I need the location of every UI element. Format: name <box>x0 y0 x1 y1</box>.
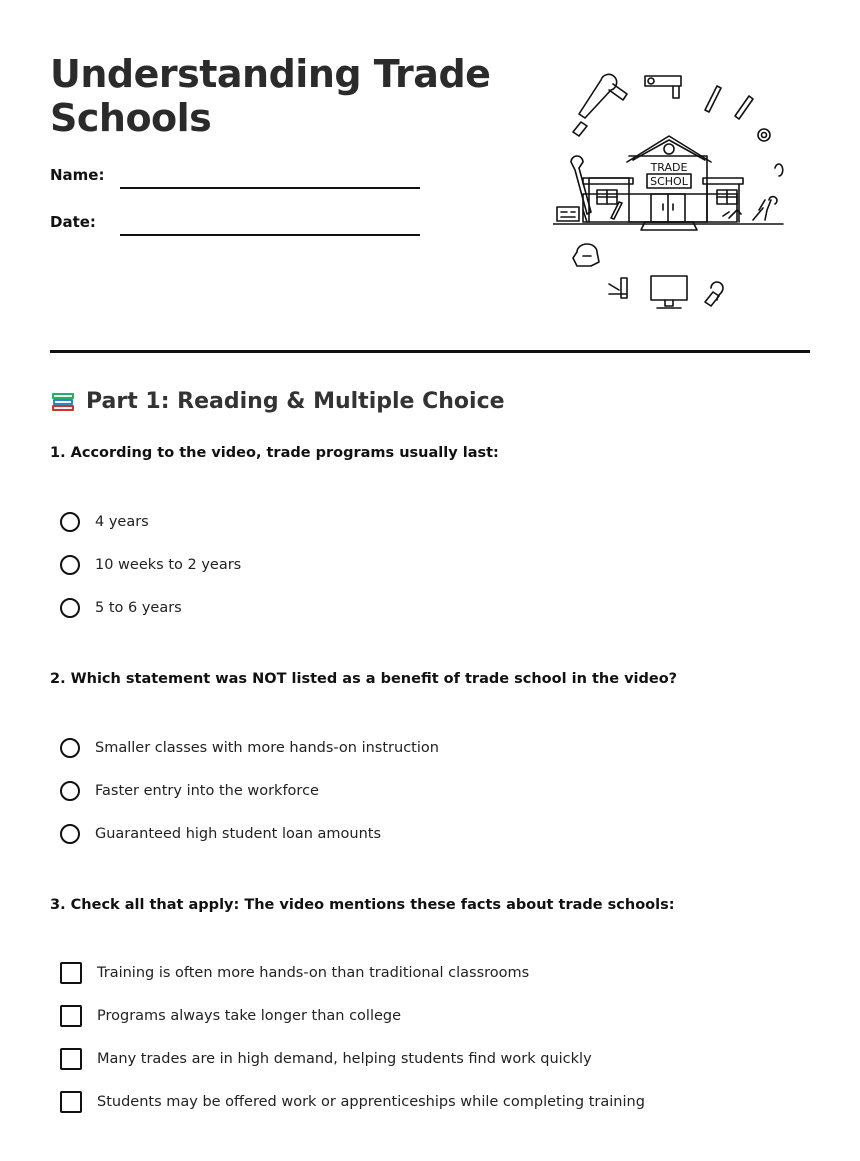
name-label: Name: <box>50 166 105 184</box>
date-field <box>50 213 430 243</box>
q3-option-2[interactable] <box>60 1003 401 1029</box>
option-label: Smaller classes with more hands-on instruction <box>95 740 439 756</box>
option-label: 10 weeks to 2 years <box>95 557 242 573</box>
q3-option-1[interactable] <box>60 960 529 986</box>
soldering-iron-icon <box>705 282 723 306</box>
option-label: Many trades are in high demand, helping students find work quickly <box>97 1051 592 1067</box>
radio-button[interactable] <box>60 555 80 575</box>
question-3: 3. Check all that apply: The video mentions these facts about trade schools: <box>50 897 675 913</box>
option-label: Students may be offered work or apprenticeships while completing training <box>97 1094 645 1110</box>
name-field <box>50 166 430 196</box>
radio-button[interactable] <box>60 598 80 618</box>
glove-icon <box>573 244 599 266</box>
books-icon <box>50 388 76 414</box>
clamp-icon <box>609 278 627 298</box>
option-label: Guaranteed high student loan amounts <box>95 826 382 842</box>
trade-school-illustration <box>553 70 793 315</box>
part1-heading <box>50 388 505 414</box>
date-input-line[interactable] <box>120 234 420 236</box>
checkbox[interactable] <box>60 962 82 984</box>
wrench-icon <box>573 74 627 136</box>
pencil-icon <box>705 86 753 119</box>
checkbox[interactable] <box>60 1048 82 1070</box>
sign-line1: TRADE <box>650 161 688 174</box>
q1-option-3[interactable] <box>60 595 182 621</box>
q1-option-2[interactable] <box>60 552 241 578</box>
radio-button[interactable] <box>60 781 80 801</box>
nut-icon <box>758 129 783 176</box>
monitor-icon <box>651 276 687 308</box>
question-1: 1. According to the video, trade programs usually last: <box>50 445 499 461</box>
radio-button[interactable] <box>60 824 80 844</box>
checkbox[interactable] <box>60 1091 82 1113</box>
date-label: Date: <box>50 213 96 231</box>
radio-button[interactable] <box>60 512 80 532</box>
header-divider <box>50 350 810 353</box>
question-2: 2. Which statement was NOT listed as a benefit of trade school in the video? <box>50 671 678 687</box>
hammer-icon <box>645 76 681 98</box>
q2-option-1[interactable] <box>60 735 439 761</box>
worksheet-title: Understanding Trade Schools <box>50 52 491 140</box>
pliers-icon <box>723 197 777 220</box>
option-label: Programs always take longer than college <box>97 1008 402 1024</box>
q2-option-3[interactable] <box>60 821 381 847</box>
sign-line2: SCHOL <box>650 175 688 188</box>
checkbox[interactable] <box>60 1005 82 1027</box>
option-label: 5 to 6 years <box>95 600 182 616</box>
part1-heading-text: Part 1: Reading & Multiple Choice <box>86 388 505 414</box>
name-input-line[interactable] <box>120 187 420 189</box>
option-label: 4 years <box>95 514 149 530</box>
q3-option-3[interactable] <box>60 1046 592 1072</box>
option-label: Faster entry into the workforce <box>95 783 319 799</box>
radio-button[interactable] <box>60 738 80 758</box>
option-label: Training is often more hands-on than traditional classrooms <box>97 965 530 981</box>
q1-option-1[interactable] <box>60 509 149 535</box>
q3-option-4[interactable] <box>60 1089 645 1115</box>
q2-option-2[interactable] <box>60 778 319 804</box>
tape-device-icon <box>557 207 579 221</box>
